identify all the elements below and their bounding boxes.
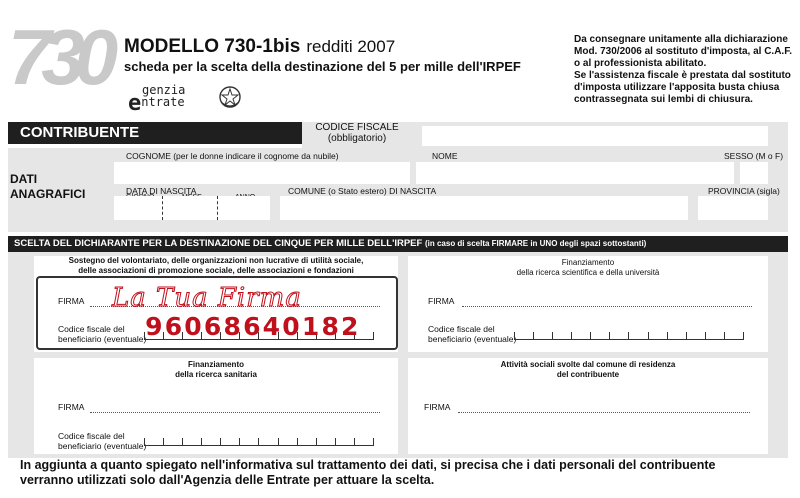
provincia-label: PROVINCIA (sigla) [708, 186, 780, 196]
republic-emblem-icon [218, 84, 242, 110]
form-subtitle: scheda per la scelta della destinazione del 5 per mille dell'IRPEF [124, 59, 521, 74]
provincia-field[interactable] [698, 196, 768, 220]
delivery-notice: Da consegnare unitamente alla dichiarazione Mod. 730/2006 al sostituto d'imposta, al C.A.F. o al professionista abilitato. Se l'assistenza fiscale è prestata dal sostituto d'imposta utilizzare l'apposita busta chiusa contrassegnata sui lembi di chiusura. [574, 34, 792, 105]
ricerca-sanitaria-heading: Finanziamento della ricerca sanitaria [175, 360, 257, 379]
data-nascita-field[interactable] [114, 196, 270, 220]
codice-fiscale-field[interactable] [422, 126, 768, 146]
cognome-label: COGNOME (per le donne indicare il cognome da nubile) [126, 151, 339, 161]
cf-beneficiario-label: Codice fiscale del beneficiario (eventuale) [58, 431, 147, 451]
cf-digit: 8 [321, 312, 339, 341]
contribuente-label: CONTRIBUENTE [20, 124, 140, 141]
agency-logo: genzia entrate [128, 83, 186, 116]
cf-digit: 6 [164, 312, 183, 341]
sesso-label: SESSO (M o F) [724, 151, 784, 161]
firma-label: FIRMA [424, 402, 451, 412]
comune-label: COMUNE (o Stato estero) DI NASCITA [288, 186, 437, 196]
dati-anagrafici-label: DATI ANAGRAFICI [10, 172, 86, 201]
data-nascita-label: DATA DI NASCITA [126, 186, 197, 196]
cf-digit: 6 [203, 312, 222, 341]
attivita-sociali-heading: Attività sociali svolte dal comune di residenza del contribuente [500, 360, 676, 379]
date-separator [162, 196, 163, 220]
firma-label: FIRMA [58, 402, 85, 412]
cf-beneficiario-label: Codice fiscale del beneficiario (eventuale) [58, 324, 147, 344]
nome-label: NOME [432, 151, 458, 161]
privacy-note: In aggiunta a quanto spiegato nell'informativa sul trattamento dei dati, si precisa che i dati personali del contribuente verranno utilizzati solo dall'Agenzia delle Entrate per attuare la scelta. [20, 458, 716, 487]
codice-fiscale-label: CODICE FISCALE (obbligatorio) [315, 122, 399, 144]
firma-label: FIRMA [58, 296, 85, 306]
firma-label: FIRMA [428, 296, 455, 306]
cf-beneficiario-cells[interactable] [514, 322, 744, 340]
cf-digit: 1 [301, 312, 320, 341]
cf-digit: 9 [145, 312, 163, 341]
nome-field[interactable] [416, 162, 734, 184]
sesso-field[interactable] [740, 162, 768, 184]
form-number-logo: 730 [8, 13, 109, 101]
cf-beneficiario-value [144, 312, 360, 342]
form-title: MODELLO 730-1bis redditi 2007 [124, 36, 396, 57]
cf-digit: 8 [223, 312, 241, 341]
firma-line[interactable] [458, 412, 750, 413]
cf-beneficiario-label: Codice fiscale del beneficiario (eventuale) [428, 324, 517, 344]
cf-digit: 0 [282, 312, 300, 341]
ricerca-scientifica-heading: Finanziamento della ricerca scientifica e della università [516, 258, 660, 277]
cf-beneficiario-cells[interactable] [144, 428, 374, 446]
date-separator [217, 196, 218, 220]
cf-digit: 6 [243, 312, 261, 341]
signature: La Tua Firma [112, 283, 302, 313]
scelta-title: SCELTA DEL DICHIARANTE PER LA DESTINAZIONE DEL CINQUE PER MILLE DELL'IRPEF (in caso di scelta FIRMARE in UNO degli spazi sottostanti) [14, 238, 647, 249]
comune-field[interactable] [280, 196, 688, 220]
cf-digit: 4 [262, 312, 281, 341]
cf-digit: 0 [184, 312, 202, 341]
cognome-field[interactable] [114, 162, 410, 184]
firma-line[interactable] [90, 412, 380, 413]
firma-line[interactable] [462, 306, 752, 307]
cf-digit: 2 [341, 312, 359, 341]
volontariato-heading: Sostegno del volontariato, delle organizzazioni non lucrative di utilità sociale, delle associazioni di promozione sociale, delle associazioni e fondazioni [68, 256, 364, 275]
